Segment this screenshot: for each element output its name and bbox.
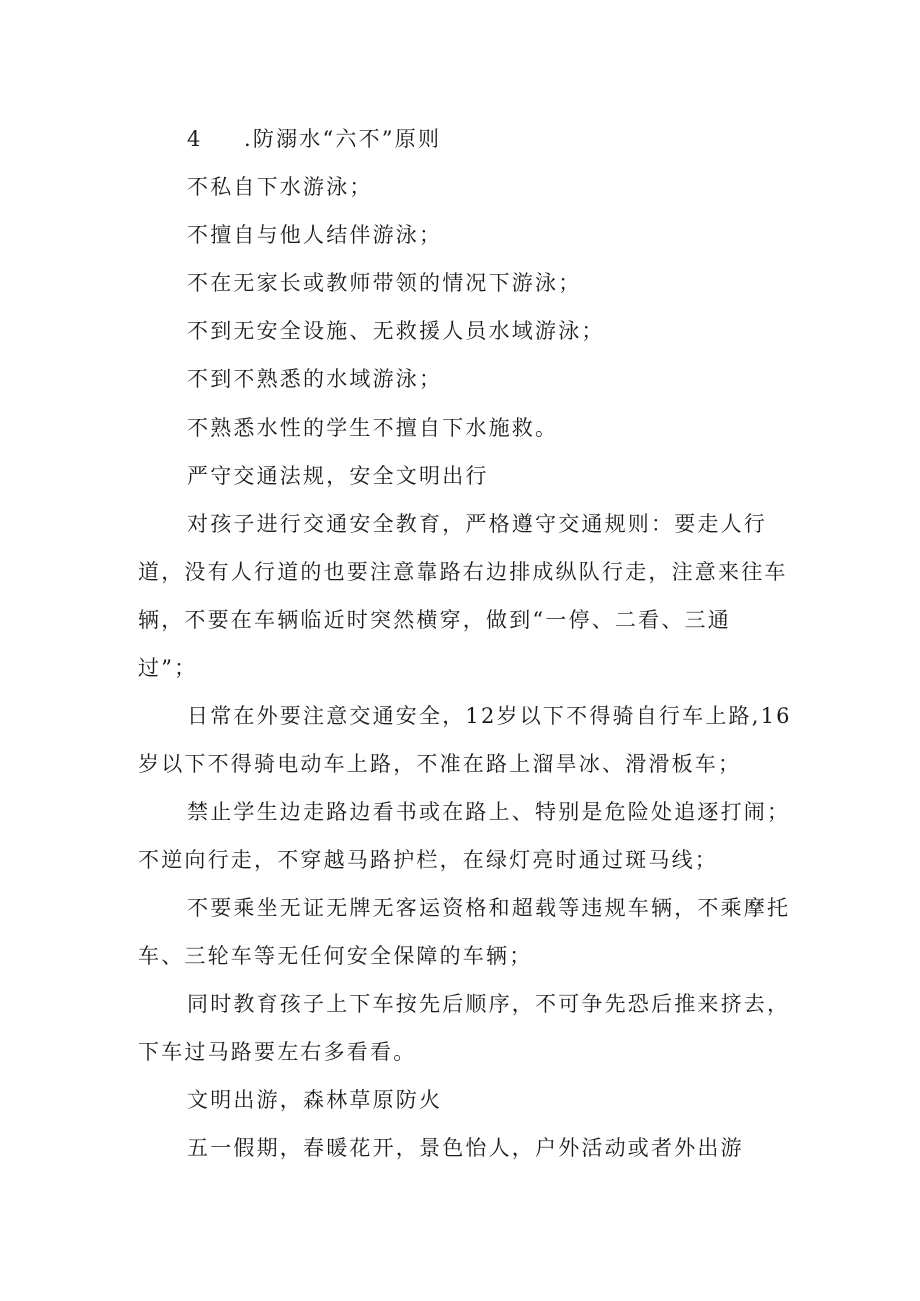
- section-number: 4: [187, 127, 201, 151]
- paragraph-line: 不擅自与他人结伴游泳；: [187, 223, 443, 247]
- paragraph-line: 不熟悉水性的学生不擅自下水施救。: [187, 416, 559, 440]
- paragraph-line: 过”；: [138, 656, 198, 680]
- paragraph-line: 不在无家长或教师带领的情况下游泳；: [187, 271, 582, 295]
- paragraph-line: 不逆向行走，不穿越马路护栏，在绿灯亮时通过斑马线；: [138, 848, 718, 872]
- paragraph-line: 同时教育孩子上下车按先后顺序，不可争先恐后推来挤去，: [187, 992, 791, 1016]
- paragraph-line: 不要乘坐无证无牌无客运资格和超载等违规车辆，不乘摩托: [187, 896, 791, 920]
- paragraph-line: 不到无安全设施、无救援人员水域游泳；: [187, 319, 605, 343]
- paragraph-line: 车、三轮车等无任何安全保障的车辆；: [138, 944, 533, 968]
- paragraph-line: 日常在外要注意交通安全，12岁以下不得骑自行车上路,16: [187, 704, 792, 728]
- section-heading: .防溺水“六不”原则: [244, 127, 442, 151]
- paragraph-line: 禁止学生边走路边看书或在路上、特别是危险处追逐打闹；: [187, 800, 791, 824]
- paragraph-line: 岁以下不得骑电动车上路，不准在路上溜旱冰、滑滑板车；: [138, 752, 742, 776]
- paragraph-line: 辆，不要在车辆临近时突然横穿，做到“一停、二看、三通: [138, 608, 731, 632]
- subheading-traffic: 严守交通法规，安全文明出行: [187, 464, 489, 488]
- subheading-fire-prevention: 文明出游，森林草原防火: [187, 1088, 443, 1112]
- paragraph-line: 不到不熟悉的水域游泳；: [187, 367, 443, 391]
- paragraph-line: 五一假期，春暖花开，景色怡人，户外活动或者外出游: [187, 1136, 744, 1160]
- paragraph-line: 道，没有人行道的也要注意靠路右边排成纵队行走，注意来往车: [138, 560, 788, 584]
- paragraph-line: 不私自下水游泳；: [187, 175, 373, 199]
- paragraph-line: 下车过马路要左右多看看。: [138, 1040, 417, 1064]
- paragraph-line: 对孩子进行交通安全教育，严格遵守交通规则：要走人行: [187, 512, 767, 536]
